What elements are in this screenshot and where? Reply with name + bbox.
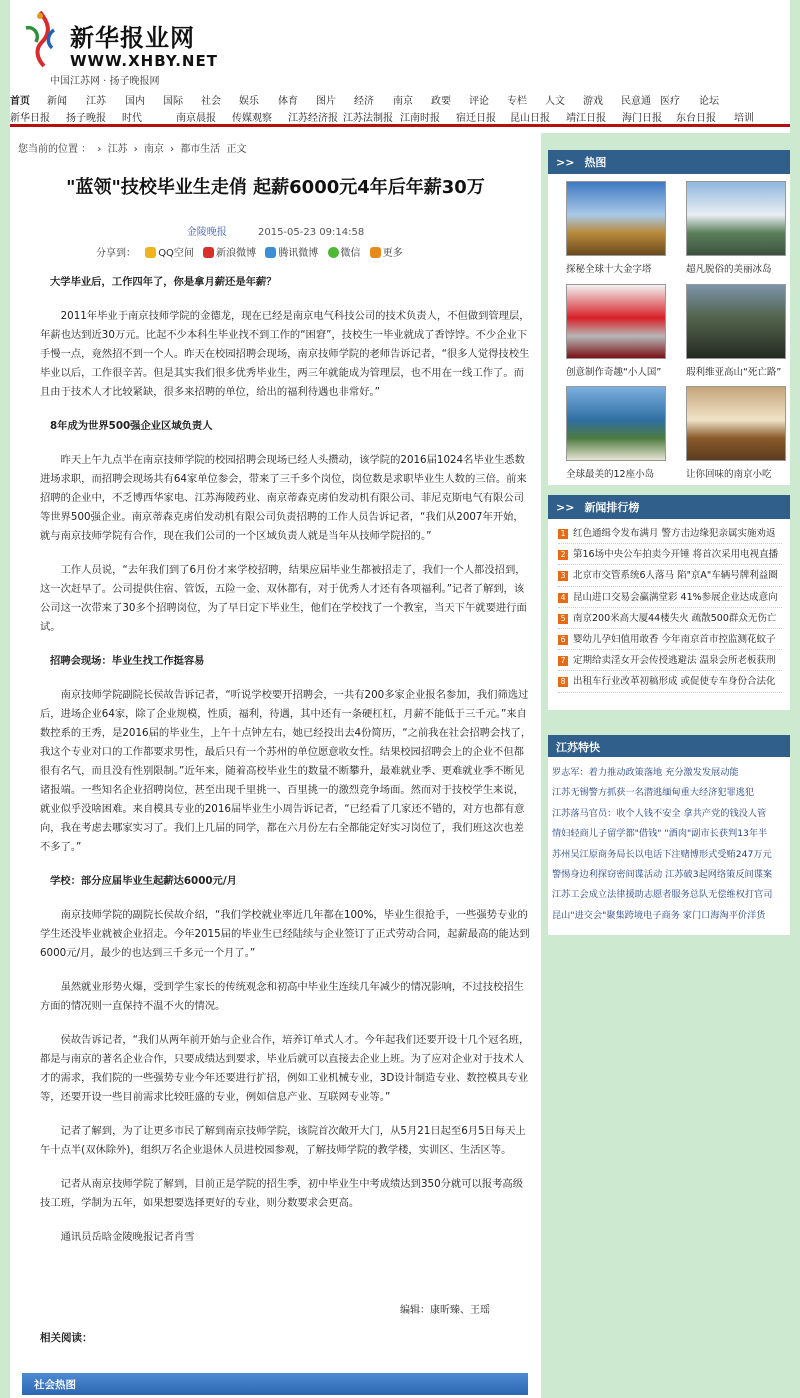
rank-number: 3 xyxy=(558,571,568,581)
nav-item[interactable]: 政要 xyxy=(431,96,451,107)
nav-item[interactable]: 昆山日报 xyxy=(510,113,550,124)
jiangsu-express-title: 江苏特快 xyxy=(556,741,600,754)
double-chevron-icon: >> xyxy=(556,156,575,169)
share-label: 分享到： xyxy=(96,248,136,259)
nav-item[interactable]: 国内 xyxy=(125,96,145,107)
tencent-weibo-icon xyxy=(265,247,276,258)
logo-title: 新华报业网 xyxy=(70,23,195,52)
hot-picture-caption[interactable]: 探秘全球十大金字塔 xyxy=(566,264,652,275)
nav-item[interactable]: 新闻 xyxy=(47,96,67,107)
header-divider xyxy=(10,124,790,127)
secondary-nav xyxy=(10,107,790,123)
nav-item[interactable]: 扬子晚报 xyxy=(66,113,106,124)
ranking-item[interactable] xyxy=(558,629,782,650)
rank-number: 6 xyxy=(558,635,568,645)
rank-number: 2 xyxy=(558,550,568,560)
hot-pictures-panel xyxy=(548,150,790,485)
hot-picture-image[interactable] xyxy=(566,386,666,461)
nav-item[interactable]: 海门日报 xyxy=(622,113,662,124)
ranking-item-title[interactable]: 昆山进口交易会赢满堂彩 41%参展企业达成意向 xyxy=(573,591,778,603)
article-source[interactable]: 金陵晚报 xyxy=(186,227,227,238)
hot-picture-caption[interactable]: 创意制作奇趣“小人国” xyxy=(566,367,662,378)
nav-item[interactable]: 专栏 xyxy=(507,96,527,107)
article-paragraph: 通讯员岳晗金陵晚报记者肖雪 xyxy=(60,1231,195,1243)
social-hot-bar[interactable] xyxy=(22,1373,528,1395)
hot-picture-caption[interactable]: 超凡脱俗的美丽冰岛 xyxy=(686,264,772,275)
nav-item[interactable]: 靖江日报 xyxy=(566,113,606,124)
social-hot-label: 社会热图 xyxy=(34,1379,76,1391)
share-more[interactable]: 更多 xyxy=(370,244,403,259)
hot-picture-item[interactable] xyxy=(686,181,786,275)
breadcrumb-item[interactable]: 江苏 xyxy=(107,144,128,155)
hot-picture-item[interactable] xyxy=(566,181,666,275)
ranking-item-title[interactable]: 婴幼儿孕妇值用敢香 今年南京首市控监测花蚊子 xyxy=(573,633,776,645)
jiangsu-express-item[interactable]: 昆山"进交会"聚集跨境电子商务 家门口海淘平价洋货 xyxy=(552,909,766,921)
breadcrumb-sep: › xyxy=(97,144,102,155)
ranking-item-title[interactable]: 南京200米高大厦44楼失火 疏散500群众无伤亡 xyxy=(573,612,777,624)
ranking-item[interactable] xyxy=(558,608,782,629)
breadcrumb-sep: › xyxy=(133,144,138,155)
ranking-item[interactable] xyxy=(558,587,782,608)
jiangsu-express-item[interactable]: 江苏无锡警方抓获一名潜逃缅甸重大经济犯罪逃犯 xyxy=(552,787,755,799)
article-main xyxy=(10,133,541,1398)
ranking-item[interactable] xyxy=(558,650,782,671)
nav-item[interactable]: 民意通 xyxy=(621,96,651,107)
nav-item[interactable]: 人文 xyxy=(545,96,565,107)
nav-item[interactable]: 评论 xyxy=(469,96,489,107)
nav-item[interactable]: 论坛 xyxy=(699,96,719,107)
breadcrumb xyxy=(18,140,250,155)
nav-item[interactable]: 宿迁日报 xyxy=(456,113,496,124)
primary-nav xyxy=(10,90,790,106)
hot-picture-image[interactable] xyxy=(566,284,666,359)
hot-picture-caption[interactable]: 全球最美的12座小岛 xyxy=(566,469,655,480)
breadcrumb-item[interactable]: 南京 xyxy=(143,144,164,155)
article-subheading: 招聘会现场：毕业生找工作挺容易 xyxy=(50,655,205,667)
news-ranking-list xyxy=(548,519,790,693)
hot-picture-item[interactable] xyxy=(686,386,786,480)
jiangsu-express-item[interactable]: 情妇轻商儿子留学都"借钱" "酒肉"副市长获判13年半 xyxy=(552,828,768,840)
article-paragraph: 2011年毕业于南京技师学院的金德龙，现在已经是南京电气科技公司的技术负责人，不但做到管理层，年薪也达到近30万元。比起不少本科生毕业找不到工作的“困窘”，技校生一毕业就成了香饽饽。不少企业下手慢一点，竟然招不到一个人。昨天在校园招聘会现场，南京技师学院的老师告诉记者，“很多人觉得技校生毕业以后，工作很辛苦。但是其实我们很多优秀毕业生，两三年就能成为管理层，也不用在一线工作了。而且由于技术人才比较紧缺，很多来招聘的单位，给出的福利待遇也非常好。” xyxy=(40,310,530,398)
logo-subtitle: 中国江苏网 · 扬子晚报网 xyxy=(50,76,160,87)
jiangsu-express-item[interactable]: 江苏落马官员：收个人钱不安全 拿共产党的钱没人管 xyxy=(552,807,767,819)
jiangsu-express-item[interactable]: 苏州吴江原商务局长以电话下注赌博形式受贿247万元 xyxy=(552,848,772,860)
hot-picture-image[interactable] xyxy=(686,386,786,461)
share-wechat[interactable]: 微信 xyxy=(328,244,361,259)
rank-number: 7 xyxy=(558,656,568,666)
nav-item[interactable]: 江苏 xyxy=(86,96,106,107)
hot-picture-item[interactable] xyxy=(566,386,666,480)
nav-item[interactable]: 新华日报 xyxy=(10,113,50,124)
qzone-icon xyxy=(145,247,156,258)
logo-url: WWW.XHBY.NET xyxy=(70,52,218,70)
article-subheading: 大学毕业后，工作四年了，你是拿月薪还是年薪？ xyxy=(50,276,277,288)
nav-item[interactable]: 南京晨报 xyxy=(176,113,216,124)
article-paragraph: 虽然就业形势火爆，受到学生家长的传统观念和初高中毕业生连续几年减少的情况影响，不过技校招生方面的情况则一直保持不温不火的情况。 xyxy=(40,981,524,1012)
rank-number: 8 xyxy=(558,677,568,687)
nav-item[interactable]: 南京 xyxy=(393,96,413,107)
nav-item[interactable]: 江苏经济报 xyxy=(288,113,338,124)
share-qzone[interactable]: QQ空间 xyxy=(145,244,194,259)
share-bar xyxy=(96,244,403,259)
rank-number: 1 xyxy=(558,529,568,539)
breadcrumb-sep: › xyxy=(170,144,175,155)
logo-mark-icon xyxy=(18,8,62,68)
ranking-item-title[interactable]: 红色通缉令发布满月 警方击边缘犯亲属实施劝返 xyxy=(573,528,776,539)
jiangsu-express-item[interactable]: 江苏工会成立法律援助志愿者服务总队无偿维权打官司 xyxy=(552,889,773,901)
ranking-item-title[interactable]: 北京市交管系统6人落马 陷"京A"车辆号牌利益圈 xyxy=(573,570,778,582)
article-paragraph: 侯故告诉记者，“我们从两年前开始与企业合作，培养订单式人才。今年起我们还要开设十几个冠名班，都是与南京的著名企业合作，只要成绩达到要求，毕业后就可以直接去企业上班。为了应对企业对于技术人才的需求，我们院的一些强势专业今年还要进行扩招，例如工业机械专业，3D设计制造专业、数控模具专业等，还要开设一些目前需求比较旺盛的专业，例如信息产业、互联网专业等。” xyxy=(40,1034,530,1103)
breadcrumb-current: 正文 xyxy=(226,144,247,155)
hot-picture-item[interactable] xyxy=(566,284,666,378)
hot-picture-image[interactable] xyxy=(686,284,786,359)
article-paragraph: 工作人员说，“去年我们到了6月份才来学校招聘，结果应届毕业生都被招走了，我们一个人都没招到，这一次赶早了。公司提供住宿、管饭，五险一金、双休都有，对于优秀人才还有各项福利。”记者了解到，该公司这一次带来了30多个招聘岗位，为了早日定下毕业生，他们在学校找了一个教室，当天下午就要进行面试。 xyxy=(40,564,527,633)
nav-item[interactable]: 培训 xyxy=(734,113,754,124)
article-paragraph: 记者从南京技师学院了解到，目前正是学院的招生季，初中毕业生中考成绩达到350分就可以报考高级技工班，学制为五年，如果想要选择更好的专业，则分数要求会更高。 xyxy=(40,1178,524,1209)
breadcrumb-prefix: 您当前的位置 ： xyxy=(18,144,92,155)
news-ranking-title: 新闻排行榜 xyxy=(584,501,640,514)
article-paragraph: 南京技师学院副院长侯故告诉记者，“听说学校要开招聘会，一共有200多家企业报名参加，我们筛选过后，进场企业64家，除了企业规模，性质，福利，待遇，其中还有一条硬杠杠，月薪不能低于三千元。”来自数控系的王秀，是2016届的毕业生，上午十点钟左右，她已经投出去4份简历，“之前我在社会招聘会找了，我这个专业对口的工作都要求男性，最后只有一个苏州的单位愿意收女性。结果校园招聘会上的企业不但都很有名气，而且没有性别限制。”近年来，随着高校毕业生的数量不断攀升，最难就业季、更难就业季不断见诸报端。一些知名企业招聘岗位，甚至出现千里挑一、百里挑一的激烈竞争场面。然而对于技校学生来说，就业似乎没啥困难。来自模具专业的2016届毕业生小周告诉记者，“已经看了几家还不错的，对方也都有意向，我在考虑去哪家实习了。我们上几届的同学，都在六月份左右全都能定好实习岗位了，我们班这次也差不多了。” xyxy=(40,689,532,853)
ranking-item[interactable] xyxy=(558,523,782,544)
article-paragraph: 昨天上午九点半在南京技师学院的校园招聘会现场已经人头攒动，该学院的2016届1024名毕业生悉数进场求职，而招聘会现场共有64家单位参会，带来了三千多个岗位，岗位数是求职毕业生人数的三倍。前来招聘的企业中，不乏博西华家电、江苏海陵药业、南京蒂森克虏伯发动机有限公司、菲尼克斯电气有限公司等世界500强企业。南京蒂森克虏伯发动机有限公司负责招聘的工作人员告诉记者，“我们从2007年开始，就与南京技师学院有合作，现在我们公司的一个区域负责人就是当年从技师学院招的。” xyxy=(40,454,527,542)
nav-item[interactable]: 江苏法制报 xyxy=(343,113,393,124)
share-tencent-weibo[interactable]: 腾讯微博 xyxy=(265,244,318,259)
article-title: "蓝领"技校毕业生走俏 起薪6000元4年后年薪30万 xyxy=(66,177,485,198)
nav-item[interactable]: 国际 xyxy=(163,96,183,107)
article-body xyxy=(40,271,532,1262)
article-paragraph: 南京技师学院的副院长侯故介绍，“我们学校就业率近几年都在100%，毕业生很抢手，一些强势专业的学生还没毕业就被企业招走。今年2015届的毕业生已经陆续与企业签订了正式劳动合同，起薪最高的能达到6000元/月，最少的也达到三千多元一个月了。” xyxy=(40,909,530,959)
nav-item[interactable]: 医疗 xyxy=(660,96,680,107)
nav-item[interactable]: 社会 xyxy=(201,96,221,107)
site-header xyxy=(10,0,790,133)
article-meta xyxy=(10,223,541,238)
hot-picture-caption[interactable]: 让你回味的南京小吃 xyxy=(686,469,772,480)
share-sina-weibo[interactable]: 新浪微博 xyxy=(203,244,256,259)
hot-picture-caption[interactable]: 瑕利维亚高山“死亡路” xyxy=(686,367,782,378)
ranking-item[interactable] xyxy=(558,671,782,692)
nav-item[interactable]: 经济 xyxy=(354,96,374,107)
article-paragraph: 记者了解到，为了让更多市民了解到南京技师学院，该院首次敞开大门，从5月21日起至6月5日每天上午十点半(双休除外)，组织万名企业退休人员进校园参观，了解技师学院的教学楼，实训区、生活区等。 xyxy=(40,1125,526,1156)
hot-pictures-header xyxy=(548,150,790,174)
nav-item[interactable]: 娱乐 xyxy=(239,96,259,107)
more-icon xyxy=(370,247,381,258)
breadcrumb-item[interactable]: 都市生活 xyxy=(180,144,221,155)
rank-number: 4 xyxy=(558,593,568,603)
article-datetime: 2015-05-23 09:14:58 xyxy=(257,227,365,238)
sina-weibo-icon xyxy=(203,247,214,258)
ranking-item[interactable] xyxy=(558,544,782,565)
article-editor: 编辑：康昕臻、王瑶 xyxy=(400,1305,490,1316)
ranking-item-title[interactable]: 第16场中央公车拍卖今开锤 将首次采用电视直播 xyxy=(573,549,779,561)
nav-item[interactable]: 体育 xyxy=(278,96,298,107)
jiangsu-express-header xyxy=(548,735,790,757)
jiangsu-express-list xyxy=(548,757,790,926)
jiangsu-express-item[interactable]: 警惕身边利探窃密间谍活动 江苏破3起网络策反间谍案 xyxy=(552,868,773,880)
ranking-item-title[interactable]: 出租车行业改革初稿形成 或促使专车身份合法化 xyxy=(573,676,776,688)
rank-number: 5 xyxy=(558,614,568,624)
jiangsu-express-item[interactable]: 罗志军：着力推动政策落地 充分激发发展动能 xyxy=(552,767,739,778)
hot-picture-image[interactable] xyxy=(566,181,666,256)
hot-pictures-title: 热图 xyxy=(584,156,607,169)
nav-item[interactable]: 首页 xyxy=(10,96,30,107)
ranking-item-title[interactable]: 定期给卖淫女开会传授逃避法 温泉会所老板获刑 xyxy=(573,655,776,667)
ranking-item[interactable] xyxy=(558,565,782,586)
jiangsu-express-panel xyxy=(548,735,790,935)
hot-picture-item[interactable] xyxy=(686,284,786,378)
wechat-icon xyxy=(328,247,339,258)
related-reading-label: 相关阅读： xyxy=(40,1332,93,1344)
article-subheading: 8年成为世界500强企业区域负责人 xyxy=(50,420,213,432)
nav-item[interactable]: 时代 xyxy=(122,113,142,124)
nav-item[interactable]: 传媒观察 xyxy=(232,113,272,124)
news-ranking-header xyxy=(548,495,790,519)
news-ranking-panel xyxy=(548,495,790,710)
nav-item[interactable]: 图片 xyxy=(316,96,336,107)
article-subheading: 学校：部分应届毕业生起薪达6000元/月 xyxy=(50,875,237,887)
nav-item[interactable]: 游戏 xyxy=(583,96,603,107)
hot-picture-image[interactable] xyxy=(686,181,786,256)
nav-item[interactable]: 江南时报 xyxy=(400,113,440,124)
double-chevron-icon: >> xyxy=(556,501,575,514)
nav-item[interactable]: 东台日报 xyxy=(676,113,716,124)
